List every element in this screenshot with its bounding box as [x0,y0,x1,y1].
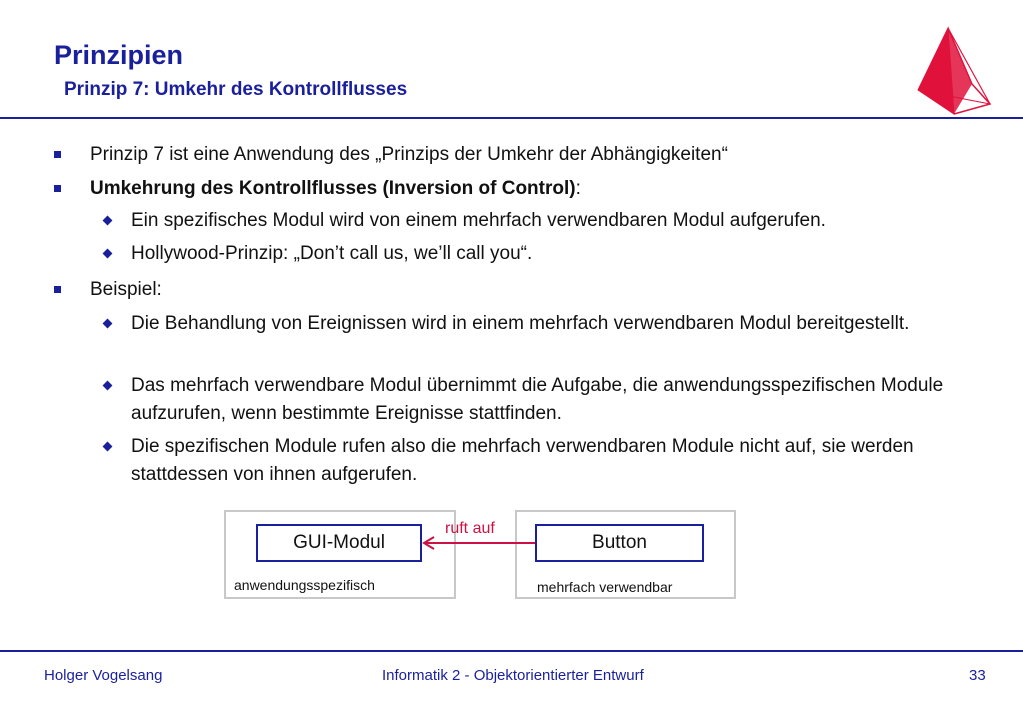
sub-bullet-item [131,310,1001,338]
square-bullet-icon [54,151,61,158]
reusable-caption: mehrfach verwendbar [537,579,673,595]
gui-module-box: GUI-Modul [256,524,422,562]
page-number: 33 [969,667,986,684]
sub-bullet-text: Hollywood-Prinzip: „Don’t call us, we’ll call you“. [131,243,533,264]
app-specific-caption: anwendungsspezifisch [234,577,375,593]
sub-bullet-item [131,433,1001,489]
diamond-bullet-icon [103,442,113,452]
bullet-text: Prinzip 7 ist eine Anwendung des „Prinzips der Umkehr der Abhängigkeiten“ [90,144,728,165]
red-sail-pyramid-icon [914,26,994,116]
square-bullet-icon [54,286,61,293]
header-divider [0,117,1023,119]
sub-bullet-text: Die Behandlung von Ereignissen wird in einem mehrfach verwendbaren Modul bereitgestellt. [131,313,910,334]
slide-title: Prinzipien [54,40,184,70]
sub-bullet-item [131,240,1001,268]
bullet-text: : [575,178,581,199]
square-bullet-icon [54,185,61,192]
diamond-bullet-icon [103,216,113,226]
sub-bullet-item [131,207,1001,235]
sub-bullet-text: Das mehrfach verwendbare Modul übernimmt die Aufgabe, die anwendungsspezifischen Module aufzurufen, wenn bestimmte Ereignisse stattfinden. [131,375,944,424]
footer-course: Informatik 2 - Objektorientierter Entwurf [382,667,644,684]
diamond-bullet-icon [103,381,113,391]
bullet-item [90,143,728,167]
sub-bullet-item [131,372,1001,428]
diamond-bullet-icon [103,249,113,259]
button-module-box: Button [535,524,704,562]
diamond-bullet-icon [103,319,113,329]
sub-bullet-text: Die spezifischen Module rufen also die mehrfach verwendbaren Module nicht auf, sie werden stattdessen von ihnen aufgerufen. [131,436,914,485]
calls-arrow-icon [420,533,538,553]
bullet-text-bold: Umkehrung des Kontrollflusses (Inversion of Control) [90,178,576,199]
footer-divider [0,650,1023,652]
slide-subtitle: Prinzip 7: Umkehr des Kontrollflusses [64,79,408,100]
sub-bullet-text: Ein spezifisches Modul wird von einem mehrfach verwendbaren Modul aufgerufen. [131,210,826,231]
calls-arrow-label: ruft auf [445,520,495,537]
footer-author: Holger Vogelsang [44,667,163,684]
bullet-item [90,177,581,201]
bullet-item [90,278,162,302]
bullet-text: Beispiel: [90,279,162,300]
